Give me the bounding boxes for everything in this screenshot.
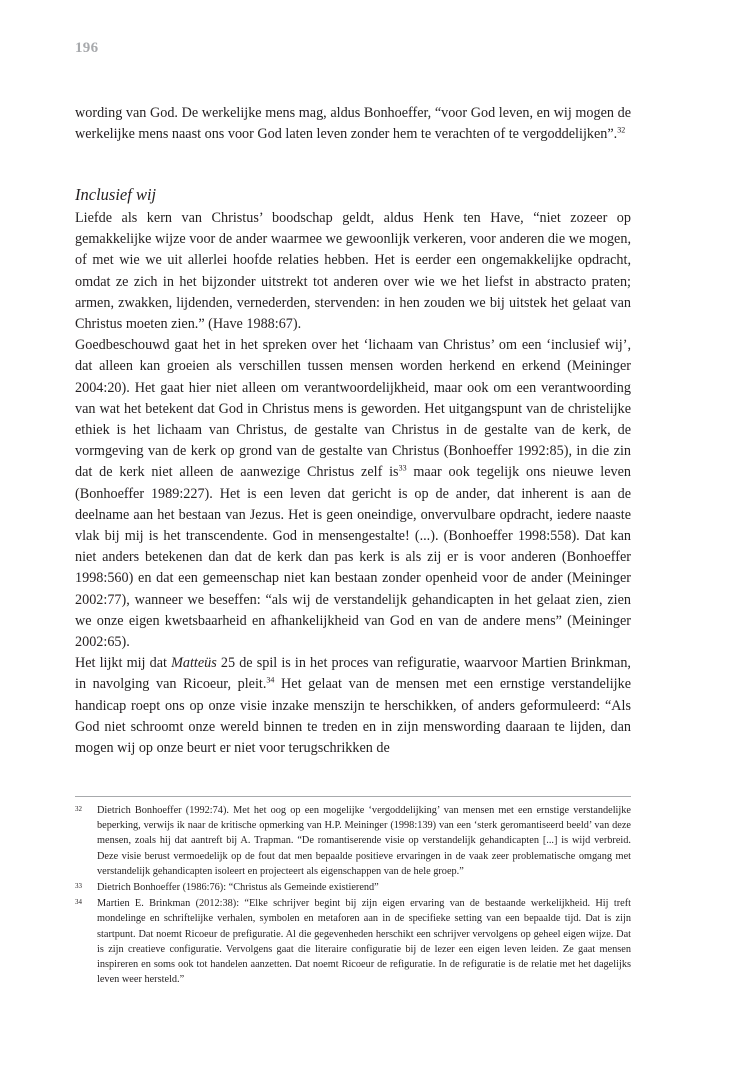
paragraph-3-text-c: Het gelaat van de mensen met een ernstige verstandelijke handicap roept ons op onze visie inzake menszijn te herschikken, of anders geformuleerd: “Als God niet schroomt onze wereld binnen te treden en in zijn menswording daaraan te lijden, dan mogen wij op onze beurt er niet voor terugschrikken de	[75, 676, 631, 757]
paragraph-2-text-b: maar ook tegelijk ons nieuwe leven (Bonhoeffer 1989:227). Het is een leven dat gericht is op de ander, dat inherent is aan de deelname aan het bestaan van Jezus. Het is geen oneindige, onvervulbare opdracht, iedere naaste vlak bij mij is het transcendente. God in mensengestalte! (...). (Bonhoeffer 1998:558). Dat kan niet anders betekenen dan dat de kerk dan pas kerk is als zij er is voor anderen (Bonhoeffer 1998:560) en dat een gemeenschap niet kan bestaan zonder openheid voor de ander (Meininger 2002:77), wanneer we beseffen: “als wij de verstandelijk gehandicapten in het gelaat zien, zien we onze eigen kwetsbaarheid en afhankelijkheid van God en van de andere mens” (Meininger 2002:65).	[75, 464, 631, 651]
footnote-32	[75, 803, 631, 879]
paragraph-3	[75, 653, 631, 759]
footnote-number: 34	[75, 898, 82, 907]
section-body	[75, 208, 631, 759]
intro-text: wording van God. De werkelijke mens mag, aldus Bonhoeffer, “voor God leven, en wij mogen de werkelijke mens naast ons voor God laten leven zonder hem te verachten of te vergoddelijken”.	[75, 105, 631, 143]
footnote-number: 33	[75, 882, 82, 891]
footnote-text: Dietrich Bonhoeffer (1986:76): “Christus als Gemeinde existierend”	[97, 882, 379, 894]
paragraph-2	[75, 335, 631, 653]
paragraph-3-text-b: 25 de spil is in het proces van refiguratie, waarvoor Martien Brinkman, in navolging van Ricoeur, pleit.	[75, 655, 631, 693]
footnote-divider	[75, 796, 631, 797]
intro-paragraph	[75, 103, 631, 145]
footnote-number: 32	[75, 805, 82, 813]
paragraph-3-italic: Matteüs	[171, 655, 217, 672]
page-number: 196	[75, 40, 99, 56]
footnotes	[75, 803, 631, 988]
footnote-ref-32[interactable]: 32	[617, 125, 626, 135]
paragraph-3-text-a: Het lijkt mij dat	[75, 655, 172, 672]
paragraph-1: Liefde als kern van Christus’ boodschap geldt, aldus Henk ten Have, “niet zozeer op gemakkelijke wijze voor de ander waarmee we gewoonlijk verkeren, voor anderen die we mogen, of met wie we uit allerlei hoofde relaties hebben. Het is eerder een ongemakkelijke opdracht, omdat ze zich in het bijzonder uitstrekt tot anderen over wie we het liefst in abstracto praten; armen, zwakken, lijdenden, vernederden, stervenden: in hen zouden we bij uitstek het gelaat van Christus moeten zien.” (Have 1988:67).	[75, 210, 631, 333]
footnote-text: Dietrich Bonhoeffer (1992:74). Met het oog op een mogelijke ‘vergoddelijking’ van mensen met een ernstige verstandelijke beperking, verwijs ik naar de kritische opmerking van H.P. Meininger (1998:139) van een ‘sterk geromantiseerd beeld’ van deze mensen, zoals hij dat aantreft bij A. Trapman. “De romantiserende visie op verstandelijk gehandicapten [...] is wijd verbreid. Deze visie berust vermoedelijk op de fout dat men bepaalde positieve ervaringen in de vaak zeer problematische omgang met verstandelijk gehandicapten isoleert en projecteert als eigenschappen van de hele groep.”	[97, 805, 631, 877]
footnote-33	[75, 880, 631, 895]
footnote-ref-33[interactable]: 33	[398, 463, 407, 473]
paragraph-2-text-a: Goedbeschouwd gaat het in het spreken over het ‘lichaam van Christus’ om een ‘inclusief wij’, dat alleen kan groeien als verschillen tussen mensen worden herkend en erkend (Meininger 2004:20). Het gaat hier niet alleen om verantwoordelijkheid, maar ook om een verantwoording van wat het betekent dat God in Christus mens is geworden. Het uitgangspunt van de christelijke ethiek is het lichaam van Christus, de gestalte van Christus in de gestalte van de kerk, de vormgeving van de kerk op grond van de gestalte van Christus (Bonhoeffer 1992:85), in die zin dat de kerk niet alleen de aanwezige Christus zelf is	[75, 337, 631, 481]
footnote-ref-34[interactable]: 34	[266, 675, 275, 685]
footnote-text: Martien E. Brinkman (2012:38): “Elke schrijver begint bij zijn eigen ervaring van de bestaande werkelijkheid. Hij treft mondelinge en schriftelijke verhalen, symbolen en metaforen aan in de specifieke setting van een bepaalde tijd. Dat is zijn startpunt. Dat noemt Ricoeur de prefiguratie. Al die gegevenheden herschikt een schrijver vervolgens op geheel eigen wijze. Dat is zijn creatieve configuratie. Vervolgens gaat die literaire configuratie bij de lezer een eigen leven leiden. Ze gaat mensen inspireren en soms ook tot handelen aanzetten. Dat noemt Ricoeur de refiguratie. In de refiguratie is de relatie met het dagelijks leven weer hersteld.”	[97, 898, 631, 986]
footnote-34	[75, 896, 631, 987]
section-heading: Inclusief wij	[75, 185, 157, 204]
